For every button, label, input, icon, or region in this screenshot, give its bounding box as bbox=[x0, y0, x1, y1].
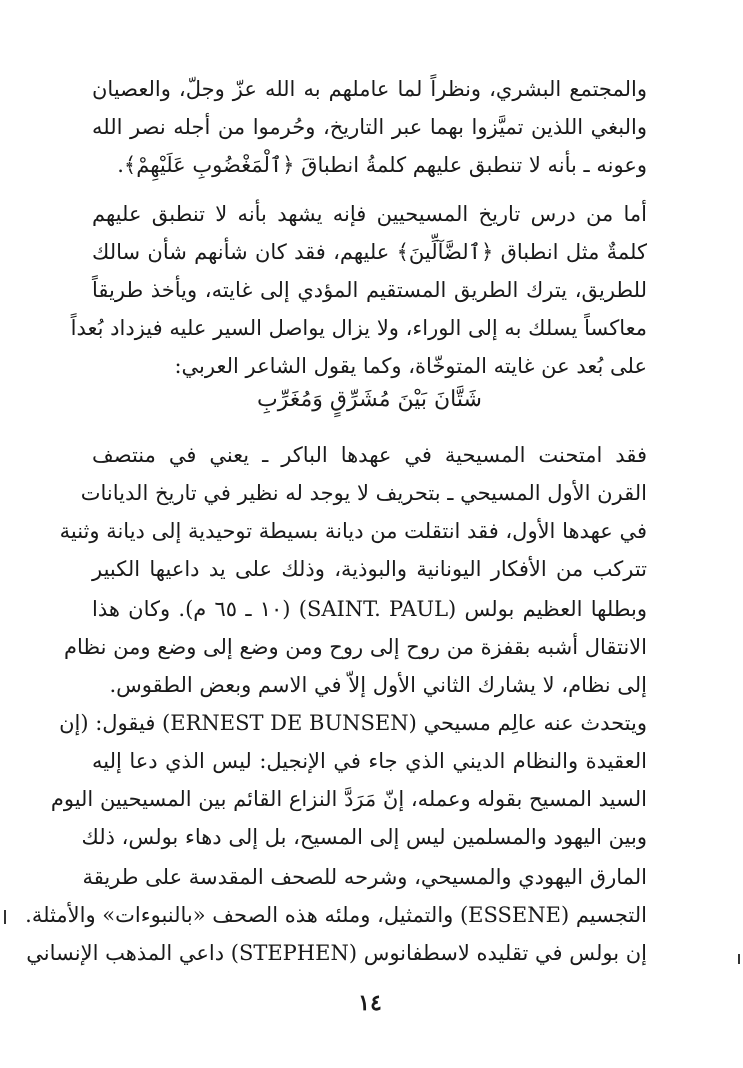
paragraph-2-line-4: معاكساً يسلك به إلى الوراء، ولا يزال يواصل السير عليه فيزداد بُعداً bbox=[70, 316, 647, 340]
paragraph-3-line-3: في عهدها الأول، فقد انتقلت من ديانة بسيطة توحيدية إلى ديانة وثنية bbox=[59, 519, 647, 543]
paragraph-3-line-7: إلى نظام، لا يشارك الثاني الأول إلاّ في الاسم وبعض الطقوس. bbox=[109, 673, 647, 697]
poetry-verse: شَتَّانَ بَيْنَ مُشَرِّقٍ وَمُغَرِّبِ bbox=[257, 387, 482, 412]
paragraph-3-line-6: الانتقال أشبه بقفزة من روح إلى روح ومن وضع إلى وضع ومن نظام bbox=[64, 635, 647, 659]
paragraph-3-line-2: القرن الأول المسيحي ـ بتحريف لا يوجد له نظير في تاريخ الديانات bbox=[80, 481, 647, 505]
paragraph-3-line-5: وبطلها العظيم بولس (SAINT. PAUL) (١٠ ـ ٦٥ م). وكان هذا bbox=[92, 597, 647, 621]
page-number: ١٤ bbox=[358, 990, 382, 1016]
paragraph-1-line-1: والمجتمع البشري، ونظراً لما عاملهم به الله عزّ وجلّ، والعصيان bbox=[92, 77, 647, 101]
paragraph-4-line-4: وبين اليهود والمسلمين ليس إلى المسيح، بل إلى دهاء بولس، ذلك bbox=[81, 825, 647, 849]
paragraph-4-line-5: المارق اليهودي والمسيحي، وشرحه للصحف المقدسة على طريقة bbox=[82, 865, 647, 889]
paragraph-4-line-6: التجسيم (ESSENE) والتمثيل، وملئه هذه الصحف «بالنبوءات» والأمثلة. bbox=[25, 903, 647, 927]
paragraph-1-line-2: والبغي اللذين تميَّزوا بهما عبر التاريخ، وحُرموا من أجله نصر الله bbox=[92, 115, 647, 139]
paragraph-2-line-3: للطريق، يترك الطريق المستقيم المؤدي إلى غايته، ويأخذ طريقاً bbox=[92, 278, 647, 302]
scan-edge-mark-left bbox=[4, 910, 6, 924]
paragraph-2-line-1: أما من درس تاريخ المسيحيين فإنه يشهد بأنه لا تنطبق عليهم bbox=[92, 202, 647, 226]
paragraph-2-line-2: كلمةٌ مثل انطباق ﴿ٱلضَّآلِّينَ﴾ عليهم، فقد كان شأنهم شأن سالك bbox=[92, 240, 647, 264]
paragraph-3-line-1: فقد امتحنت المسيحية في عهدها الباكر ـ يعني في منتصف bbox=[92, 443, 647, 467]
paragraph-4-line-2: العقيدة والنظام الديني الذي جاء في الإنجيل: ليس الذي دعا إليه bbox=[92, 749, 647, 773]
paragraph-4-line-1: ويتحدث عنه عالِم مسيحي (ERNEST DE BUNSEN) فيقول: (إن bbox=[59, 711, 647, 735]
paragraph-4-line-7: إن بولس في تقليده لاسطفانوس (STEPHEN) داعي المذهب الإنساني bbox=[26, 941, 647, 965]
paragraph-1-line-3: وعونه ـ بأنه لا تنطبق عليهم كلمةُ انطباقَ ﴿ٱلْمَغْضُوبِ عَلَيْهِمْ﴾. bbox=[117, 153, 647, 177]
paragraph-2-line-5: على بُعد عن غايته المتوخّاة، وكما يقول الشاعر العربي: bbox=[174, 354, 647, 378]
paragraph-3-line-4: تتركب من الأفكار اليونانية والبوذية، وذلك على يد داعيها الكبير bbox=[92, 557, 647, 581]
scan-edge-mark-right bbox=[738, 954, 740, 964]
paragraph-4-line-3: السيد المسيح بقوله وعمله، إنّ مَرَدَّ النزاع القائم بين المسيحيين اليوم bbox=[50, 787, 647, 811]
